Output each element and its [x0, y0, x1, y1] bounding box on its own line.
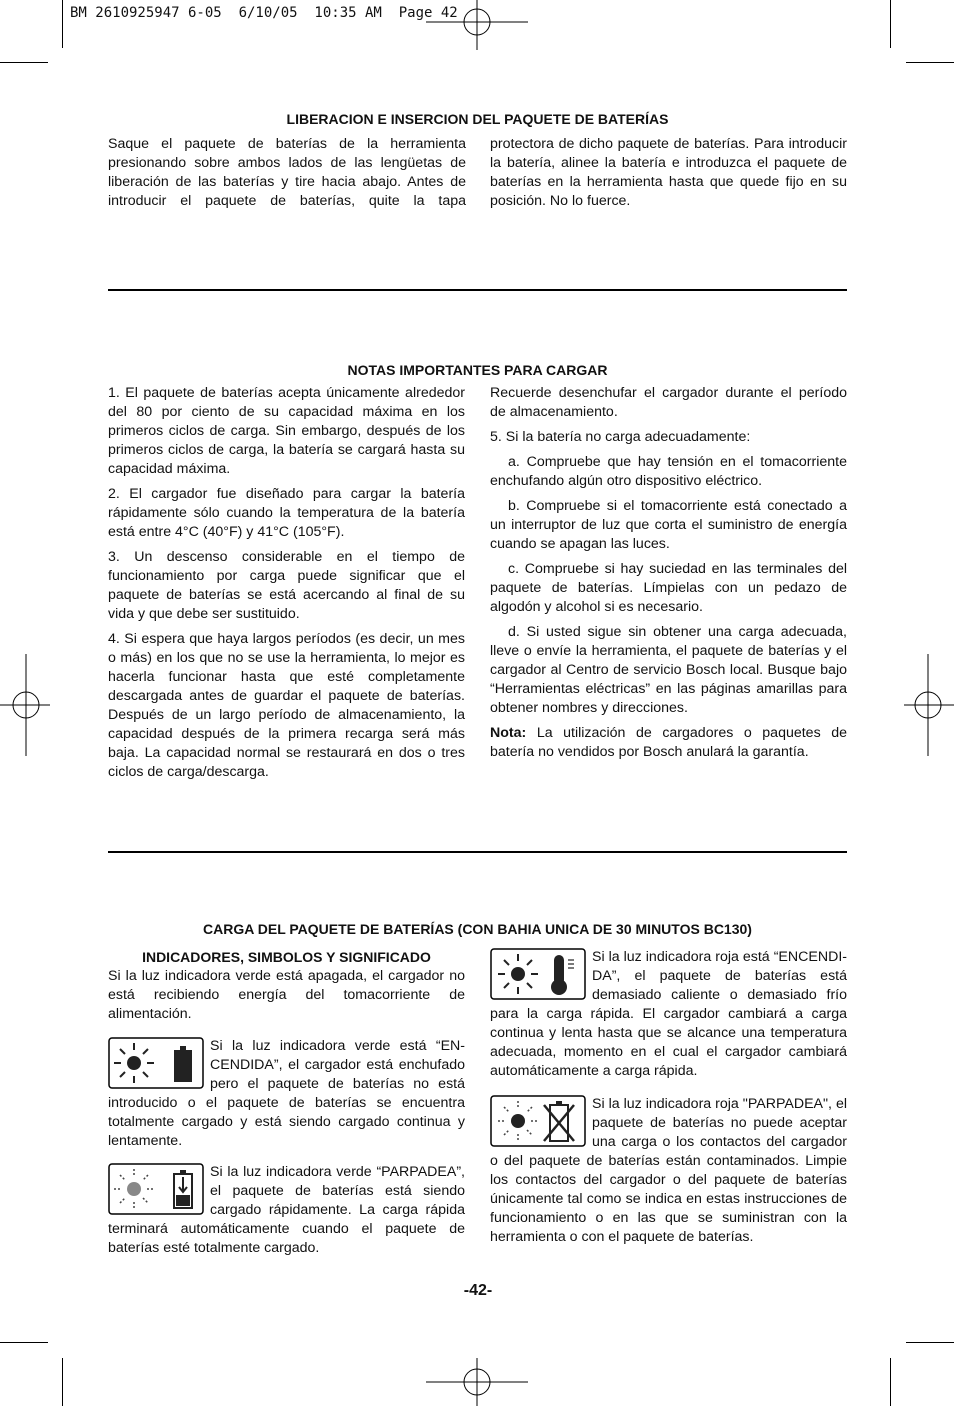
paragraph: protectora de dicho paquete de baterías. Para introducir la batería, alinee la batería e introduzca el paquete de baterías en la herramienta hasta que quede fijo en su posición. No lo fuerce.	[490, 136, 847, 209]
print-slug: BM 2610925947 6-05 6/10/05 10:35 AM Page 42	[70, 5, 458, 21]
section3-right-column	[490, 948, 847, 1253]
paragraph: Si la luz indicadora roja "PARPADEA", el paquete de baterías no puede aceptar una carga o los contactos del cargador o del paquete de baterías están contaminados. Limpie los contactos del cargador o del paquete de baterías únicamente tal como se indica en estas instrucciones de funcionamiento o en las que se suministran con la herramienta o con el paquete de baterías.	[490, 1096, 847, 1245]
note-item: 4. Si espera que haya largos períodos (es decir, un mes o más) en los que no se use la herramienta, lo mejor es hacerla funcionar hasta que esté completamente descargada antes de guardar el paquete de baterías. Después de un largo período de almacenamiento, la capacidad después de la primera recarga será más baja. La capacidad normal se restaurará en dos o tres ciclos de carga/descarga.	[108, 631, 465, 780]
section-title-charging: CARGA DEL PAQUETE DE BATERÍAS (CON BAHIA UNICA DE 30 MINUTOS BC130)	[203, 921, 752, 937]
crop-mark	[0, 62, 48, 63]
crop-mark	[890, 1358, 891, 1406]
divider	[108, 851, 847, 853]
note-item: 2. El cargador fue diseñado para cargar la batería rápidamente sólo cuando la temperatura de la batería está entre 4°C (40°F) y 41°C (105°F).	[108, 486, 465, 540]
section1-right-column	[490, 135, 847, 217]
page-number: -42-	[463, 1282, 493, 1299]
section1-left-column	[108, 135, 466, 217]
paragraph: Saque el paquete de baterías de la herramienta presionando sobre ambos lados de las lengüetas de liberación de las baterías y tire hacia abajo. Antes de introducir el paquete de baterías, quite la tapa	[108, 136, 466, 209]
section2-left-column	[108, 384, 465, 788]
section2-right-column	[490, 384, 847, 768]
red-flash-block	[490, 1095, 847, 1253]
crop-mark	[906, 1342, 954, 1343]
note-subitem: d. Si usted sigue sin obtener una carga adecuada, lleve o envíe la herramienta, el paquete de baterías y el cargador al Centro de servicio Bosch local. Busque bajo “Herramientas eléctricas” en las páginas amarillas para obtener nombres y direcciones.	[490, 624, 847, 716]
divider	[108, 289, 847, 291]
green-on-block	[108, 1037, 465, 1157]
green-light-flashing-battery-icon	[108, 1163, 204, 1215]
red-light-on-thermometer-icon	[490, 948, 586, 1000]
crop-mark	[890, 0, 891, 48]
crop-mark	[906, 62, 954, 63]
paragraph: Si la luz indicadora verde está “EN-CENDIDA”, el cargador está enchufado pero el paquete de baterías no está introducido o el paquete de baterías se encuentra totalmente cargado y está siendo cargado continua y lentamente.	[108, 1038, 465, 1149]
paragraph: Si la luz indicadora roja está “ENCENDI-DA”, el paquete de baterías está demasiado caliente o demasiado frío para la carga rápida. El cargador cambiará a carga continua y lenta hasta que se alcance una temperatura adecuada, momento en el cual el cargador cambiará automáticamente a carga rápida.	[490, 949, 847, 1079]
nota-label: Nota:	[490, 725, 527, 741]
red-on-block	[490, 948, 847, 1087]
registration-mark-icon	[426, 1356, 528, 1406]
registration-mark-icon	[0, 654, 50, 756]
note-subitem: b. Compruebe si el tomacorriente está conectado a un interruptor de luz que corta el suministro de energía cuando se apagan las luces.	[490, 498, 847, 552]
nota-text: La utilización de cargadores o paquetes de batería no vendidos por Bosch anulará la garantía.	[490, 725, 847, 760]
crop-mark	[62, 1358, 63, 1406]
red-light-flashing-battery-error-icon	[490, 1095, 586, 1147]
paragraph: Si la luz indicadora verde está apagada, el cargador no está recibiendo energía del tomacorriente de alimentación.	[108, 968, 465, 1022]
section-title-charging-notes: NOTAS IMPORTANTES PARA CARGAR	[347, 362, 608, 378]
paragraph: Si la luz indicadora verde “PARPADEA”, el paquete de baterías está siendo cargado rápidamente. La carga rápida terminará automáticamente cuando el paquete de baterías esté totalmente cargado.	[108, 1164, 465, 1256]
section3-left-column	[108, 948, 465, 1264]
note-item: 1. El paquete de baterías acepta únicamente alrededor del 80 por ciento de su capacidad máxima en los primeros ciclos de carga. Sin embargo, después de los primeros ciclos de carga, la batería se cargará hasta su capacidad máxima.	[108, 385, 465, 477]
note-item: Recuerde desenchufar el cargador durante el período de almacenamiento.	[490, 385, 847, 420]
note-subitem: c. Compruebe si hay suciedad en las terminales del paquete de baterías. Límpielas con un pedazo de algodón y alcohol si es necesario.	[490, 561, 847, 615]
green-flash-block	[108, 1163, 465, 1264]
indicators-subtitle: INDICADORES, SIMBOLOS Y SIGNIFICADO	[142, 949, 431, 965]
note-item: 3. Un descenso considerable en el tiempo de funcionamiento por carga puede significar que el paquete de baterías se está acercando al final de su vida y que debe ser sustituido.	[108, 549, 465, 622]
green-light-on-battery-icon	[108, 1037, 204, 1089]
crop-mark	[0, 1342, 48, 1343]
note-item: 5. Si la batería no carga adecuadamente:	[490, 429, 751, 445]
section-title-battery-release: LIBERACION E INSERCION DEL PAQUETE DE BATERÍAS	[286, 111, 669, 127]
nota-paragraph	[490, 724, 847, 762]
crop-mark	[62, 0, 63, 48]
note-subitem: a. Compruebe que hay tensión en el tomacorriente enchufando algún otro dispositivo eléctrico.	[490, 454, 847, 489]
registration-mark-icon	[904, 654, 954, 756]
